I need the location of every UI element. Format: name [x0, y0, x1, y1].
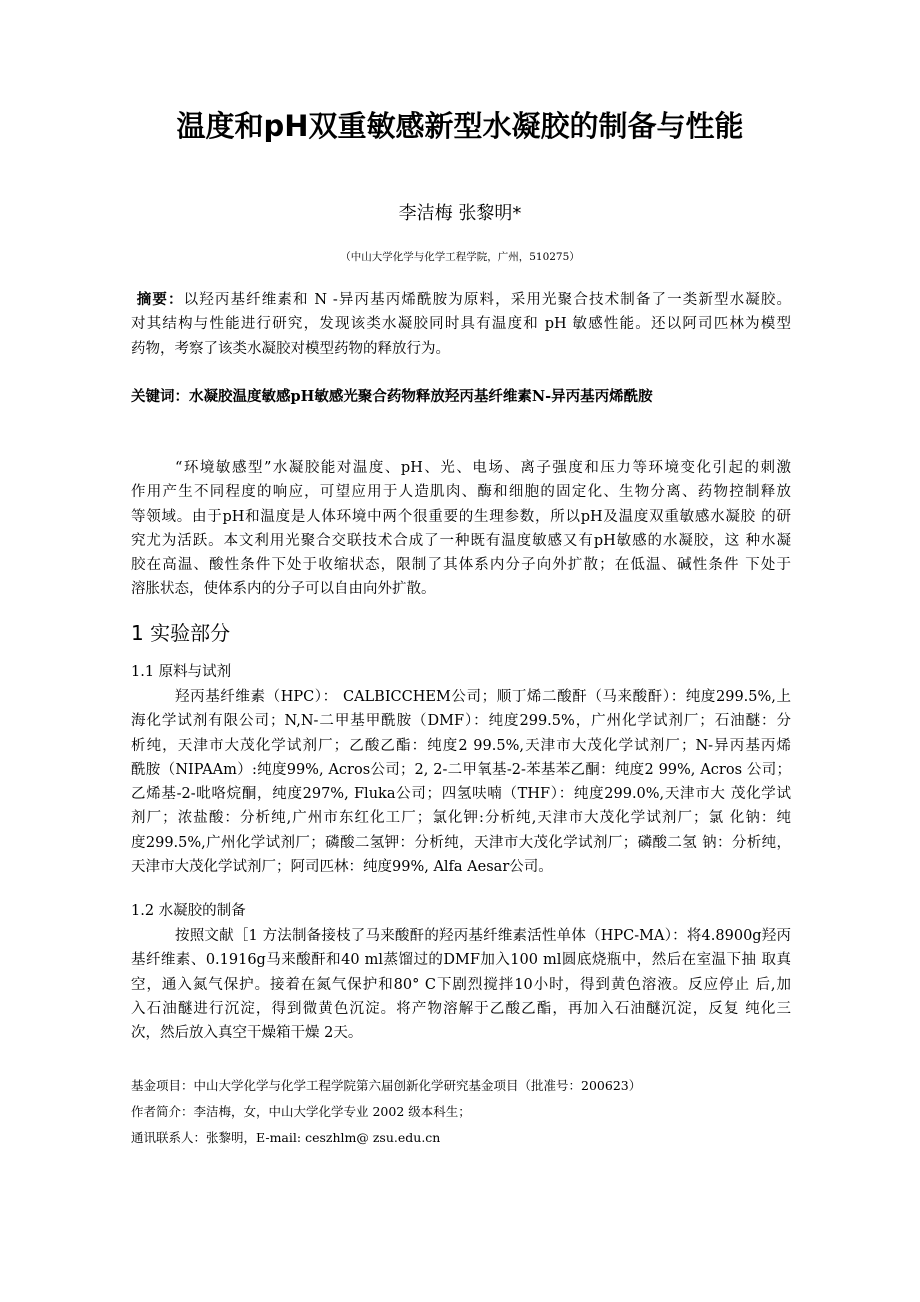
authors: 李洁梅 张黎明* — [398, 203, 522, 224]
text-line: 作用产生不同程度的响应，可望应用于人造肌肉、酶和细胞的固定化、生物分离、药物控制释放 — [131, 484, 791, 501]
intro-paragraph — [131, 456, 791, 602]
text-line: 究尤为活跃。本文利用光聚合交联技术合成了一种既有温度敏感又有pH敏感的水凝胶，这 种水凝 — [131, 532, 791, 549]
abstract-label: 摘要： — [136, 291, 184, 308]
text-line: 胶在高温、酸性条件下处于收缩状态，限制了其体系内分子向外扩散；在低温、碱性条件 下处于 — [131, 557, 791, 574]
text-line: “环境敏感型”水凝胶能对温度、pH、光、电场、离子强度和压力等环境变化引起的刺激 — [175, 460, 791, 476]
footnote-author: 作者简介：李洁梅，女，中山大学化学专业 2002 级本科生； — [131, 1104, 471, 1119]
affiliation: （中山大学化学与化学工程学院，广州，510275） — [340, 251, 580, 263]
text-line: 海化学试剂有限公司；N,N-二甲基甲酰胺（DMF）：纯度299.5%，广州化学试剂厂；石油醚：分 — [131, 713, 791, 730]
text-line: 析纯，天津市大茂化学试剂厂；乙酸乙酯：纯度2 99.5%,天津市大茂化学试剂厂；N-异丙基丙烯 — [131, 737, 791, 754]
text-line: 按照文献［1 方法制备接枝了马来酸酐的羟丙基纤维素活性单体（HPC-MA）：将4.8900g羟丙 — [175, 928, 791, 944]
keywords-label: 关键词： — [131, 388, 189, 405]
keywords-text: 水凝胶温度敏感pH敏感光聚合药物释放羟丙基纤维素N-异丙基丙烯酰胺 — [189, 388, 653, 405]
text-line: 羟丙基纤维素（HPC）： CALBICCHEM公司；顺丁烯二酸酐（马来酸酐）：纯度299.5%,上 — [175, 689, 791, 705]
text-line: 剂厂；浓盐酸：分析纯,广州市东红化工厂；氯化钾:分析纯,天津市大茂化学试剂厂；氯 化钠：纯 — [131, 810, 791, 827]
text-line: 酰胺（NIPAAm）:纯度99%, Acros公司；2, 2-二甲氧基-2-苯基苯乙酮：纯度2 99%, Acros 公司； — [131, 761, 791, 778]
footnote-contact: 通讯联系人：张黎明，E-mail: ceszhlm@ zsu.edu.cn — [131, 1130, 441, 1145]
footnotes — [131, 1073, 641, 1151]
keywords — [131, 385, 653, 406]
abstract-line: 摘要：以羟丙基纤维素和 N -异丙基丙烯酰胺为原料，采用光聚合技术制备了一类新型水凝胶。 — [136, 291, 792, 308]
footnote-funding: 基金项目：中山大学化学与化学工程学院第六届创新化学研究基金项目（批准号：200623） — [131, 1078, 642, 1093]
text-line: 度299.5%,广州化学试剂厂；磷酸二氢钾：分析纯，天津市大茂化学试剂厂；磷酸二氢 钠：分析纯， — [131, 834, 791, 851]
text-line: 基纤维素、0.1916g马来酸酐和40 ml蒸馏过的DMF加入100 ml圆底烧瓶中，然后在室温下抽 取真 — [131, 952, 791, 969]
text-line: 次，然后放入真空干燥箱干燥 2天。 — [131, 1025, 363, 1042]
text-line: 溶胀状态，使体系内的分子可以自由向外扩散。 — [131, 581, 436, 598]
text-line: 乙烯基-2-吡咯烷酮，纯度297%, Fluka公司；四氢呋喃（THF）：纯度299.0%,天津市大 茂化学试 — [131, 786, 791, 803]
preparation-paragraph — [131, 924, 791, 1045]
text-line: 等领域。由于pH和温度是人体环境中两个很重要的生理参数，所以pH及温度双重敏感水凝胶 的研 — [131, 508, 791, 525]
abstract — [131, 288, 791, 361]
section-heading: 1 实验部分 — [131, 621, 231, 645]
text-line: 入石油醚进行沉淀，得到微黄色沉淀。将产物溶解于乙酸乙酯，再加入石油醚沉淀，反复 纯化三 — [131, 1000, 791, 1017]
subsection-heading: 1.1 原料与试剂 — [131, 664, 232, 680]
text-line: 天津市大茂化学试剂厂；阿司匹林：纯度99%, Alfa Aesar公司。 — [131, 859, 553, 876]
abstract-line: 药物，考察了该类水凝胶对模型药物的释放行为。 — [131, 340, 450, 357]
abstract-line: 对其结构与性能进行研究，发现该类水凝胶同时具有温度和 pH 敏感性能。还以阿司匹林为模型 — [131, 316, 791, 333]
paper-title: 温度和pH双重敏感新型水凝胶的制备与性能 — [176, 109, 744, 143]
subsection-heading: 1.2 水凝胶的制备 — [131, 903, 246, 919]
text-line: 空，通入氮气保护。接着在氮气保护和80° C下剧烈搅拌10小时，得到黄色溶液。反应停止 后,加 — [131, 976, 791, 993]
materials-paragraph — [131, 685, 791, 879]
